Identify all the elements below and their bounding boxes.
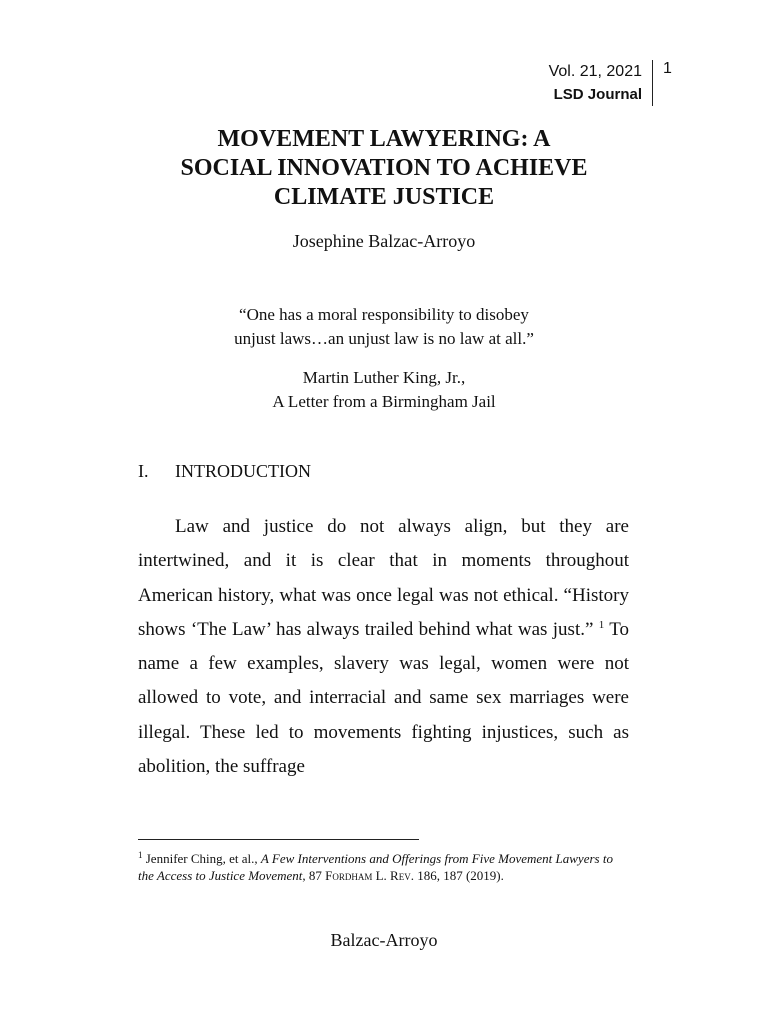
epigraph-attribution xyxy=(0,366,768,414)
footnote-suffix: . 186, 187 (2019). xyxy=(410,868,504,883)
attribution-line: A Letter from a Birmingham Jail xyxy=(272,392,496,411)
section-heading xyxy=(138,461,311,482)
body-text xyxy=(138,510,629,784)
paragraph-text: To name a few examples, slavery was legal, women were not allowed to vote, and interracial and same sex marriages were illegal. These led to movements fighting injustices, such as abolition, the suffrage xyxy=(138,618,630,778)
running-header xyxy=(549,60,653,106)
footnote-journal: Fordham L. Rev xyxy=(325,868,411,883)
section-title: INTRODUCTION xyxy=(175,461,311,481)
section-number: I. xyxy=(138,461,149,481)
footnote-mid: , 87 xyxy=(302,868,326,883)
running-footer: Balzac-Arroyo xyxy=(330,930,438,950)
volume-label: Vol. 21, 2021 xyxy=(548,63,642,80)
title-line: CLIMATE JUSTICE xyxy=(273,184,495,210)
epigraph-line: “One has a moral responsibility to disobey xyxy=(239,305,529,324)
paragraph-text: Law and justice do not always align, but they are intertwined, and it is clear that in moments throughout American history, what was once legal was not ethical. “History shows ‘The Law’ has always trailed behind what was just.” xyxy=(138,516,629,640)
footnote-ref[interactable]: 1 xyxy=(598,618,605,631)
footnote-citation-title: A Few Interventions and Offerings from Five Movement Lawyers to the Access to Justice Movement xyxy=(138,851,613,883)
attribution-line: Martin Luther King, Jr., xyxy=(302,368,466,387)
page-number: 1 xyxy=(663,60,672,77)
article-title xyxy=(0,125,768,212)
paragraph xyxy=(138,510,629,784)
author-name: Josephine Balzac-Arroyo xyxy=(292,231,476,251)
epigraph-quote xyxy=(0,303,768,351)
footnote-prefix: Jennifer Ching, et al., xyxy=(142,851,261,866)
footnote-marker: 1 xyxy=(138,850,143,860)
title-line: MOVEMENT LAWYERING: A xyxy=(217,126,551,152)
title-line: SOCIAL INNOVATION TO ACHIEVE xyxy=(180,155,588,181)
journal-name: LSD Journal xyxy=(553,86,642,103)
footnote xyxy=(138,850,629,884)
footnote-divider xyxy=(138,839,419,840)
epigraph-line: unjust laws…an unjust law is no law at all.” xyxy=(234,329,534,348)
